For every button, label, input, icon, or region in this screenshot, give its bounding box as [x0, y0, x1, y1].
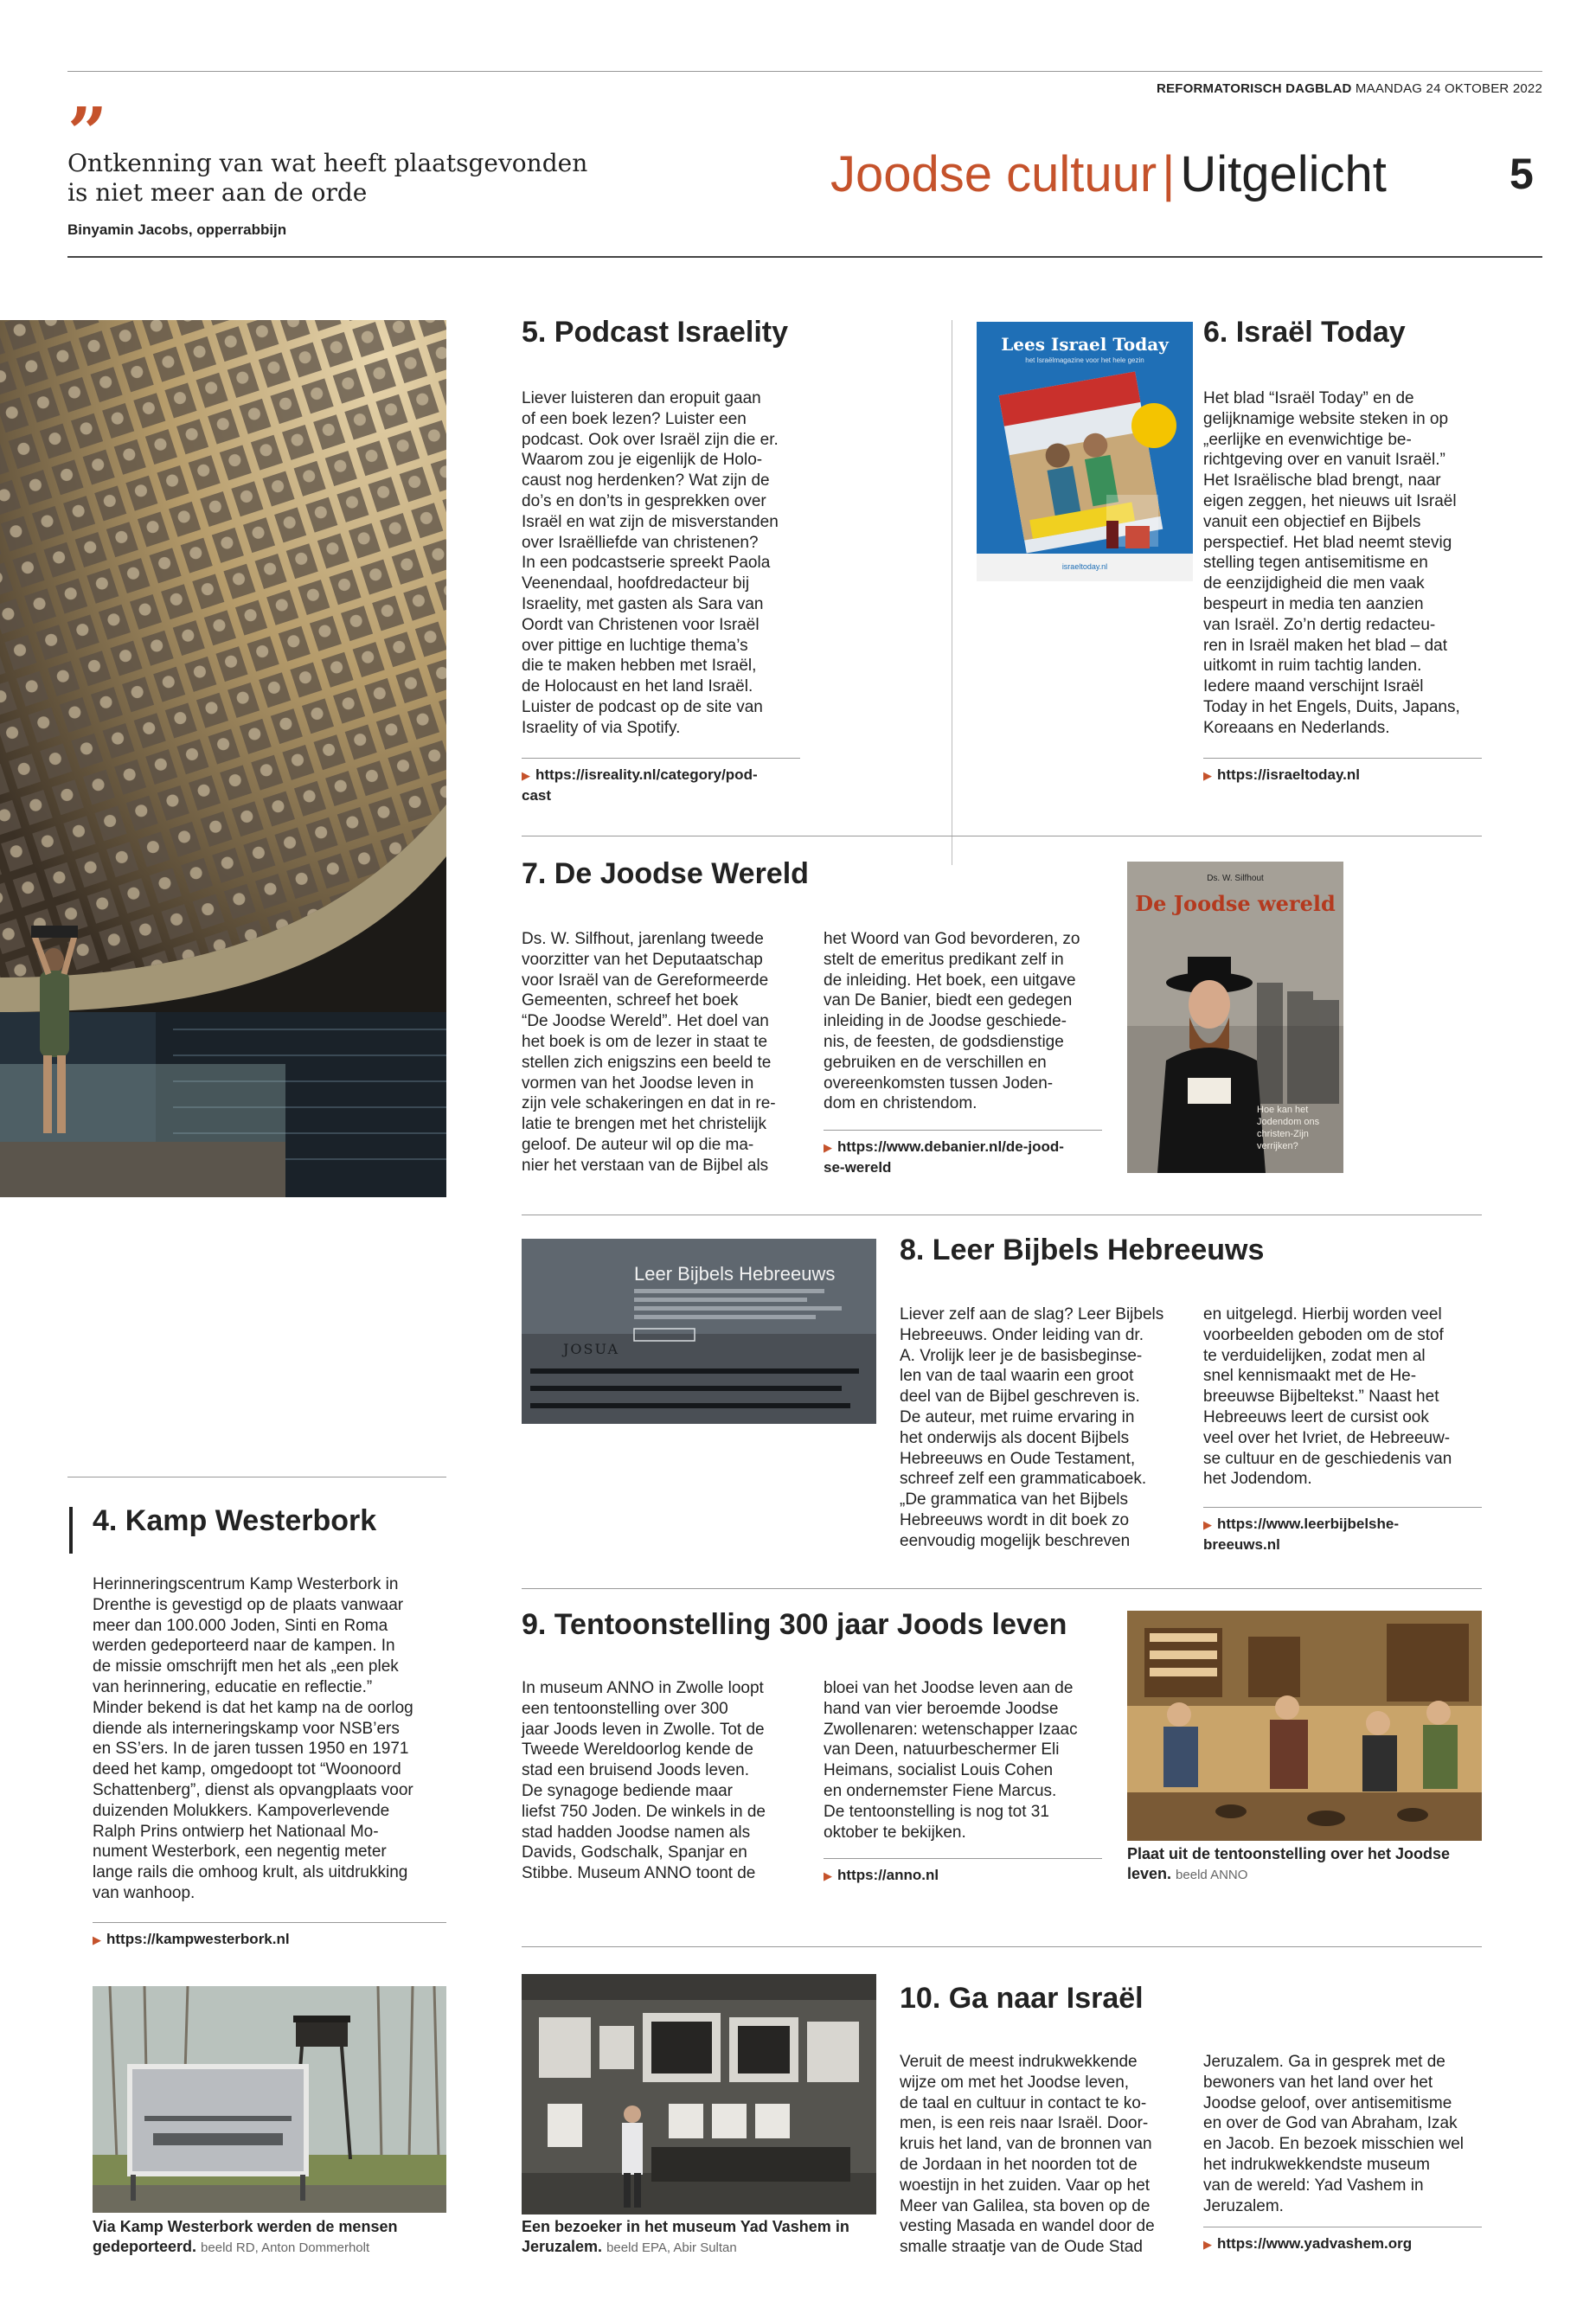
hebreeuws-line: se cultuur en de geschiedenis van: [1203, 1449, 1452, 1468]
anno-plate-art: [1127, 1611, 1482, 1841]
tentoonstelling-line: bloei van het Joodse leven aan de: [824, 1679, 1074, 1697]
podcast-body: [522, 388, 811, 739]
triangle-right-icon: ▶: [824, 1141, 832, 1154]
israel-today-line: richtgeving over en vanuit Israël.”: [1203, 451, 1445, 470]
podcast-line: Israelity, met gasten als Sara van: [522, 594, 764, 613]
israel-today-line: Koreaans en Nederlands.: [1203, 718, 1390, 737]
tentoonstelling-line: De tentoonstelling is nog tot 31: [824, 1802, 1049, 1821]
joodse-wereld-line: latie te brengen met het christelijk: [522, 1115, 767, 1134]
triangle-right-icon: ▶: [824, 1869, 832, 1882]
westerbork-line: van herinnering, educatie en reflectie.”: [93, 1677, 373, 1696]
newspaper-name: REFORMATORISCH DAGBLAD: [1157, 81, 1352, 96]
israel-today-line: Het blad “Israël Today” en de: [1203, 389, 1414, 407]
podcast-line: do’s en don’ts in gesprekken over: [522, 491, 766, 510]
joodse-wereld-line: het Woord van God bevorderen, zo: [824, 930, 1080, 948]
quote-mark-icon: ”: [67, 92, 108, 173]
tentoonstelling-col2: [824, 1678, 1113, 1843]
israel-today-body: [1203, 388, 1493, 739]
podcast-line: Israël en wat zijn de misverstanden: [522, 512, 779, 531]
hall-of-names-illustration: [0, 320, 446, 1197]
podcast-line: over Israëlliefde van christenen?: [522, 533, 759, 552]
joodse-wereld-line: “De Joodse Wereld”. Het doel van: [522, 1012, 769, 1031]
joodse-wereld-line: overeenkomsten tussen Joden-: [824, 1074, 1054, 1093]
pull-quote: [67, 149, 587, 208]
westerbork-line: de missie omschrijft men het als „een plek: [93, 1657, 399, 1676]
podcast-link-text[interactable]: cast: [522, 787, 552, 804]
tentoonstelling-line: liefst 750 Joden. De winkels in de: [522, 1802, 766, 1821]
hebreeuws-line: het onderwijs als docent Bijbels: [900, 1428, 1130, 1447]
podcast-line: podcast. Ook over Israël zijn die er.: [522, 430, 779, 449]
joodse-wereld-link[interactable]: [824, 1137, 1109, 1177]
hebreeuws-line: veel over het Ivriet, de Hebreeuw-: [1203, 1428, 1451, 1447]
joodse-wereld-line: inleiding in de Joodse geschiede-: [824, 1012, 1067, 1031]
link-rule: [824, 1858, 1102, 1859]
westerbork-line: Herinneringscentrum Kamp Westerbork in: [93, 1575, 399, 1593]
tentoonstelling-line: Heimans, socialist Louis Cohen: [824, 1761, 1054, 1780]
photo-credit: beeld ANNO: [1176, 1868, 1248, 1882]
podcast-line: caust nog herdenken? Wat zijn de: [522, 471, 770, 490]
podcast-line: de Holocaust en het land Israël.: [522, 677, 753, 696]
westerbork-line: Drenthe is gevestigd op de plaats vanwaar: [93, 1595, 404, 1614]
israel-today-line: Het Israëlische blad brengt, naar: [1203, 471, 1441, 490]
israel-today-line: van Israël. Zo’n dertig redacteu-: [1203, 615, 1436, 634]
pull-quote-author: Binyamin Jacobs, opperrabbijn: [67, 221, 287, 238]
title-accent-bar: [69, 1507, 73, 1554]
westerbork-line: werden gedeporteerd naar de kampen. In: [93, 1637, 395, 1656]
podcast-link[interactable]: [522, 765, 807, 805]
tentoonstelling-line: stad hadden Joodse namen als: [522, 1823, 751, 1842]
hebreeuws-line: Liever zelf aan de slag? Leer Bijbels: [900, 1305, 1164, 1324]
hebreeuws-line: Hebreeuws leert de cursist ook: [1203, 1407, 1429, 1426]
joodse-wereld-line: vormen van het Joodse leven in: [522, 1074, 754, 1093]
photo-credit: beeld RD, Anton Dommerholt: [201, 2240, 370, 2255]
podcast-line: Veenendaal, hoofdredacteur bij: [522, 574, 750, 593]
israel-today-line: de eenzijdigheid die men vaak: [1203, 574, 1425, 593]
anno-link[interactable]: [824, 1865, 939, 1886]
israel-line: Jeruzalem.: [1203, 2196, 1284, 2215]
hebreeuws-col2: [1203, 1304, 1493, 1490]
tentoonstelling-line: In museum ANNO in Zwolle loopt: [522, 1679, 764, 1697]
israel-line: het indrukwekkendste museum: [1203, 2155, 1430, 2174]
israel-today-link[interactable]: [1203, 765, 1360, 785]
link-rule: [93, 1922, 446, 1923]
tentoonstelling-line: en ondernemster Fiene Marcus.: [824, 1781, 1057, 1800]
pull-quote-line: Ontkenning van wat heeft plaatsgevonden: [67, 149, 588, 177]
podcast-line: In een podcastserie spreekt Paola: [522, 554, 771, 573]
joodse-wereld-col1: [522, 929, 811, 1176]
israel-today-line: Today in het Engels, Duits, Japans,: [1203, 697, 1460, 716]
podcast-line: Oordt van Christenen voor Israël: [522, 615, 760, 634]
israel-line: de taal en cultuur in contact te ko-: [900, 2093, 1147, 2112]
israel-today-link-text[interactable]: https://israeltoday.nl: [1217, 766, 1360, 783]
westerbork-caption: [93, 2217, 465, 2258]
podcast-line: over pittige en luchtige thema’s: [522, 636, 748, 655]
tentoonstelling-line: Zwollenaren: wetenschapper Izaac: [824, 1720, 1078, 1739]
israel-today-line: stelling tegen antisemitisme en: [1203, 554, 1428, 573]
podcast-line: Liever luisteren dan eropuit gaan: [522, 389, 761, 407]
israel-today-line: gelijknamige website steken in op: [1203, 409, 1449, 428]
westerbork-line: Ralph Prins ontwierp het Nationaal Mo-: [93, 1822, 379, 1841]
header-bottom-rule: [67, 256, 1542, 258]
tentoonstelling-line: Stibbe. Museum ANNO toont de: [522, 1864, 756, 1883]
joodse-wereld-line: Ds. W. Silfhout, jarenlang tweede: [522, 930, 764, 948]
top-rule: [67, 71, 1542, 72]
israel-line: Jeruzalem. Ga in gesprek met de: [1203, 2053, 1445, 2071]
westerbork-caption-line: gedeporteerd.: [93, 2238, 197, 2255]
joodse-wereld-line: geloof. De auteur wil op die ma-: [522, 1135, 754, 1154]
cover-headline: Lees Israel Today: [1001, 334, 1169, 355]
tentoonstelling-line: een tentoonstelling over 300: [522, 1699, 728, 1718]
hebreeuws-line: het Jodendom.: [1203, 1470, 1312, 1489]
israel-line: wijze om met het Joodse leven,: [900, 2073, 1130, 2092]
westerbork-link-text[interactable]: https://kampwesterbork.nl: [106, 1931, 290, 1947]
israel-line: en Jacob. En bezoek misschien wel: [1203, 2135, 1464, 2154]
podcast-title: 5. Podcast Israelity: [522, 316, 789, 349]
westerbork-line: Minder bekend is dat het kamp na de oorlog: [93, 1698, 413, 1717]
hebreeuws-line: „De grammatica van het Bijbels: [900, 1490, 1128, 1509]
hebreeuws-link-text[interactable]: breeuws.nl: [1203, 1536, 1280, 1553]
section-title-main: Uitgelicht: [1180, 146, 1387, 202]
link-rule: [1203, 758, 1482, 759]
screen-title: Leer Bijbels Hebreeuws: [634, 1263, 836, 1285]
podcast-line: Waarom zou je eigenlijk de Holo-: [522, 451, 763, 470]
hebreeuws-line: len van de taal waarin een groot: [900, 1367, 1134, 1386]
section-separator: |: [1162, 146, 1176, 202]
section-rule: [522, 1588, 1482, 1589]
hebreeuws-line: eenvoudig mogelijk beschreven: [900, 1531, 1131, 1550]
podcast-line: die te maken hebben met Israël,: [522, 657, 757, 676]
joodse-wereld-line: dom en christendom.: [824, 1094, 977, 1113]
hebreeuws-link[interactable]: [1203, 1514, 1489, 1554]
hebreeuws-line: A. Vrolijk leer je de basisbeginse-: [900, 1346, 1143, 1365]
israel-col2: [1203, 2052, 1493, 2216]
anno-caption: [1127, 1844, 1499, 1885]
cover-author: Ds. W. Silfhout: [1207, 874, 1264, 883]
section-title: [830, 147, 1387, 202]
section-title-accent: Joodse cultuur: [830, 146, 1157, 202]
westerbork-line: meer dan 100.000 Joden, Sinti en Roma: [93, 1616, 388, 1635]
tentoonstelling-title: 9. Tentoonstelling 300 jaar Joods leven: [522, 1608, 1067, 1641]
israel-col1: [900, 2052, 1189, 2258]
joodse-wereld-line: Gemeenten, schreef het boek: [522, 991, 739, 1010]
anno-link-text[interactable]: https://anno.nl: [837, 1867, 939, 1883]
israel-today-line: Iedere maand verschijnt Israël: [1203, 677, 1424, 696]
tentoonstelling-line: van Deen, natuurbeschermer Eli: [824, 1740, 1060, 1759]
israel-today-line: ren in Israël maken het blad – dat: [1203, 636, 1448, 655]
yad-vashem-photo-art: [522, 1974, 876, 2214]
westerbork-line: lange rails die omhoog krult, als uitdrukking: [93, 1863, 408, 1882]
hall-of-names-photo: [0, 320, 446, 1197]
joodse-wereld-line: het boek is om de lezer in staat te: [522, 1032, 768, 1051]
cover-subheadline: het Israëlmagazine voor het hele gezin: [1025, 356, 1144, 364]
tentoonstelling-line: Tweede Wereldoorlog kende de: [522, 1740, 753, 1759]
hebreeuws-line: Hebreeuws. Onder leiding van dr.: [900, 1325, 1144, 1344]
tentoonstelling-line: stad een bruisend Joods leven.: [522, 1761, 750, 1780]
israel-today-line: vanuit een objectief en Bijbels: [1203, 512, 1421, 531]
westerbork-line: deed het kamp, omgedoopt tot “Woonoord: [93, 1760, 401, 1779]
westerbork-caption-line: Via Kamp Westerbork werden de mensen: [93, 2218, 398, 2235]
israel-line: Veruit de meest indrukwekkende: [900, 2053, 1138, 2071]
westerbork-line: van wanhoop.: [93, 1883, 195, 1902]
yad-vashem-caption: [522, 2217, 894, 2258]
yad-vashem-link[interactable]: [1203, 2234, 1412, 2254]
photo-credit: beeld EPA, Abir Sultan: [606, 2240, 737, 2255]
israel-line: de Jordaan in het noorden tot de: [900, 2155, 1138, 2174]
israel-line: van de wereld: Yad Vashem in: [1203, 2176, 1424, 2195]
hebreeuws-line: Hebreeuws en Oude Testament,: [900, 1449, 1136, 1468]
israel-line: smalle straatje van de Oude Stad: [900, 2238, 1143, 2257]
israel-line: men, is een reis naar Israël. Door-: [900, 2114, 1149, 2133]
triangle-right-icon: ▶: [522, 769, 530, 782]
israel-today-line: eigen zeggen, het nieuws uit Israël: [1203, 491, 1457, 510]
hebreeuws-line: snel kennismaakt met de He-: [1203, 1367, 1417, 1386]
podcast-line: of een boek lezen? Luister een: [522, 409, 747, 428]
hebreeuws-line: schreef zelf een grammaticaboek.: [900, 1470, 1147, 1489]
israel-today-title: 6. Israël Today: [1203, 316, 1406, 349]
tentoonstelling-line: hand van vier beroemde Joodse: [824, 1699, 1059, 1718]
joodse-wereld-link-text[interactable]: se-wereld: [824, 1159, 892, 1176]
podcast-link-text[interactable]: https://isreality.nl/category/pod-: [535, 766, 758, 783]
israel-line: bewoners van het land over het: [1203, 2073, 1433, 2092]
yad-vashem-caption-line: Een bezoeker in het museum Yad Vashem in: [522, 2218, 849, 2235]
page-number: 5: [1509, 150, 1534, 198]
westerbork-line: duizenden Molukkers. Kampoverlevende: [93, 1801, 390, 1820]
yad-vashem-caption-line: Jeruzalem.: [522, 2238, 603, 2255]
joodse-wereld-line: voor Israël van de Gereformeerde: [522, 971, 769, 990]
joodse-wereld-book-cover: [1127, 862, 1343, 1173]
joodse-wereld-col2: [824, 929, 1113, 1114]
westerbork-title: 4. Kamp Westerbork: [93, 1504, 377, 1537]
anno-caption-line: Plaat uit de tentoonstelling over het Joodse: [1127, 1845, 1451, 1862]
israel-line: Joodse geloof, over antisemitisme: [1203, 2093, 1452, 2112]
screen-book-word: JOSUA: [563, 1341, 620, 1357]
cover-subtitle: Hoe kan het Jodendom ons christen-Zijn verrijken?: [1257, 1105, 1320, 1151]
hebreeuws-line: breeuwse Bijbeltekst.” Naast het: [1203, 1388, 1439, 1407]
anno-caption-line: leven.: [1127, 1865, 1172, 1882]
westerbork-photo: [93, 1986, 446, 2213]
israel-today-line: perspectief. Het blad neemt stevig: [1203, 533, 1452, 552]
westerbork-link[interactable]: [93, 1929, 290, 1950]
cover-title: De Joodse wereld: [1135, 891, 1336, 916]
hebreeuws-link-text[interactable]: https://www.leerbijbelshe-: [1217, 1516, 1400, 1532]
podcast-line: Luister de podcast op de site van: [522, 697, 763, 716]
dateline: [1151, 81, 1542, 96]
israel-today-line: „eerlijke en evenwichtige be-: [1203, 430, 1412, 449]
tentoonstelling-line: jaar Joods leven in Zwolle. Tot de: [522, 1720, 765, 1739]
israel-title: 10. Ga naar Israël: [900, 1982, 1144, 2015]
israel-line: woestijn in het zuiden. Vaar op het: [900, 2176, 1151, 2195]
tentoonstelling-col1: [522, 1678, 811, 1884]
joodse-wereld-line: zijn vele schakeringen en dat in re-: [522, 1094, 776, 1113]
link-rule: [522, 758, 800, 759]
israel-line: kruis het land, van de bronnen van: [900, 2135, 1152, 2154]
link-rule: [824, 1130, 1102, 1131]
joodse-wereld-line: nis, de feesten, de godsdienstige: [824, 1032, 1064, 1051]
joodse-wereld-line: stellen zich enigszins een beeld te: [522, 1053, 772, 1072]
westerbork-line: Schattenberg”, dienst als opvangplaats voor: [93, 1780, 413, 1799]
westerbork-line: diende als interneringskamp voor NSB’ers: [93, 1719, 400, 1738]
pull-quote-line: is niet meer aan de orde: [67, 178, 368, 207]
israel-today-cover: [977, 322, 1193, 581]
section-rule: [522, 1946, 1482, 1947]
link-rule: [1203, 1507, 1482, 1508]
joodse-wereld-link-text[interactable]: https://www.debanier.nl/de-jood-: [837, 1138, 1064, 1155]
joodse-wereld-line: de inleiding. Het boek, een uitgave: [824, 971, 1076, 990]
triangle-right-icon: ▶: [1203, 2238, 1212, 2251]
westerbork-body: [93, 1574, 456, 1904]
joodse-wereld-line: voorzitter van het Deputaatschap: [522, 950, 763, 969]
cover-url: israeltoday.nl: [1061, 562, 1108, 571]
hebreeuws-line: te verduidelijken, zodat men al: [1203, 1346, 1426, 1365]
israel-today-line: bespeurt in media ten aanzien: [1203, 594, 1424, 613]
hebreeuws-line: en uitgelegd. Hierbij worden veel: [1203, 1305, 1442, 1324]
hebreeuws-line: voorbeelden geboden om de stof: [1203, 1325, 1444, 1344]
triangle-right-icon: ▶: [1203, 1518, 1212, 1531]
westerbork-line: nument Westerbork, een negentig meter: [93, 1843, 387, 1862]
hebreeuws-col1: [900, 1304, 1189, 1552]
israel-today-line: uitkomt in ruim tachtig landen.: [1203, 657, 1422, 676]
hebreeuws-line: De auteur, met ruime ervaring in: [900, 1407, 1135, 1426]
triangle-right-icon: ▶: [1203, 769, 1212, 782]
hebreeuws-title: 8. Leer Bijbels Hebreeuws: [900, 1234, 1265, 1266]
triangle-right-icon: ▶: [93, 1933, 101, 1946]
israel-line: en over de God van Abraham, Izak: [1203, 2114, 1458, 2133]
israel-line: vesting Masada en wandel door de: [900, 2217, 1155, 2236]
hebreeuws-line: deel van de Bijbel geschreven is.: [900, 1388, 1140, 1407]
yad-vashem-link-text[interactable]: https://www.yadvashem.org: [1217, 2235, 1413, 2252]
joodse-wereld-line: van De Banier, biedt een gedegen: [824, 991, 1073, 1010]
issue-date: MAANDAG 24 OKTOBER 2022: [1355, 81, 1542, 96]
hebreeuws-line: Hebreeuws wordt in dit boek zo: [900, 1510, 1130, 1529]
yad-vashem-photo: [522, 1974, 876, 2214]
joodse-wereld-line: nier het verstaan van de Bijbel als: [522, 1156, 769, 1175]
westerbork-line: en SS’ers. In de jaren tussen 1950 en 1971: [93, 1740, 409, 1759]
israel-line: Meer van Galilea, sta boven op de: [900, 2196, 1151, 2215]
anno-exhibition-plate: [1127, 1611, 1482, 1841]
tentoonstelling-line: Davids, Godschalk, Spanjar en: [522, 1843, 747, 1862]
joodse-wereld-line: gebruiken en de verschillen en: [824, 1053, 1047, 1072]
joodse-wereld-line: stelt de emeritus predikant zelf in: [824, 950, 1064, 969]
westerbork-photo-art: [93, 1986, 446, 2213]
tentoonstelling-line: oktober te bekijken.: [824, 1823, 966, 1842]
hebreeuws-screenshot: [522, 1239, 876, 1424]
joodse-wereld-title: 7. De Joodse Wereld: [522, 857, 809, 890]
podcast-line: Israelity of via Spotify.: [522, 718, 681, 737]
tentoonstelling-line: De synagoge bediende maar: [522, 1781, 734, 1800]
